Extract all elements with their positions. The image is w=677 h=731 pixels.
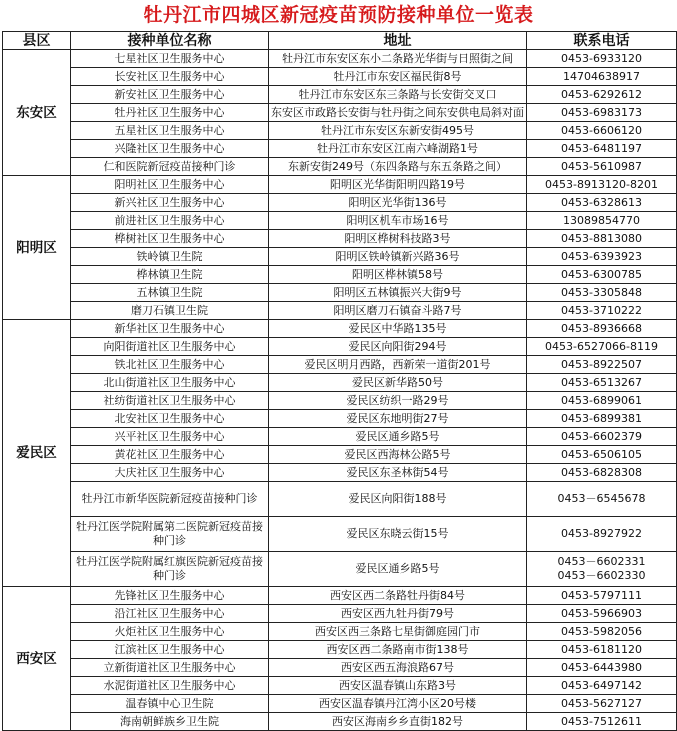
unit-name-cell: 火炬社区卫生服务中心 — [71, 623, 269, 641]
unit-name-cell: 兴隆社区卫生服务中心 — [71, 140, 269, 158]
address-cell: 爱民区西海林公路5号 — [269, 446, 527, 464]
phone-number: 0453-5982056 — [561, 624, 642, 638]
address-cell: 牡丹江市东安区江南六峰湖路1号 — [269, 140, 527, 158]
phone-cell — [527, 194, 677, 212]
unit-name-cell: 黄花社区卫生服务中心 — [71, 446, 269, 464]
address-cell: 牡丹江市东安区福民街8号 — [269, 68, 527, 86]
table-row — [3, 552, 677, 587]
phone-number: 0453-6933120 — [561, 51, 642, 65]
address-cell: 阳明区五林镇振兴大街9号 — [269, 284, 527, 302]
phone-cell — [527, 68, 677, 86]
address-cell: 爱民区东地明街27号 — [269, 410, 527, 428]
address-cell: 阳明区铁岭镇新兴路36号 — [269, 248, 527, 266]
phone-cell — [527, 122, 677, 140]
phone-number: 0453-6606120 — [561, 123, 642, 137]
table-row — [3, 140, 677, 158]
phone-cell — [527, 212, 677, 230]
phone-number: 0453-6481197 — [561, 141, 642, 155]
table-row — [3, 392, 677, 410]
address-cell: 爱民区东晓云街15号 — [269, 517, 527, 552]
address-cell: 西安区海南乡乡直街182号 — [269, 713, 527, 731]
phone-cell — [527, 374, 677, 392]
table-row — [3, 86, 677, 104]
phone-cell — [527, 659, 677, 677]
address-cell: 爱民区东圣林街54号 — [269, 464, 527, 482]
table-header-row — [3, 32, 677, 50]
phone-number: 0453－6602331 — [557, 555, 646, 568]
phone-number: 0453-6443980 — [561, 660, 642, 674]
unit-name-cell: 温春镇中心卫生院 — [71, 695, 269, 713]
address-cell: 爱民区明月西路，西新荣一道街201号 — [269, 356, 527, 374]
phone-cell — [527, 482, 677, 517]
phone-cell — [527, 623, 677, 641]
unit-name-cell: 牡丹江医学院附属第二医院新冠疫苗接种门诊 — [71, 517, 269, 552]
address-cell: 西安区西五海浪路67号 — [269, 659, 527, 677]
table-row — [3, 464, 677, 482]
unit-name-cell: 社纺街道社区卫生服务中心 — [71, 392, 269, 410]
phone-number: 0453-8922507 — [561, 357, 642, 371]
district-cell: 阳明区 — [3, 176, 71, 320]
unit-name-cell: 新华社区卫生服务中心 — [71, 320, 269, 338]
unit-name-cell: 五星社区卫生服务中心 — [71, 122, 269, 140]
phone-number: 0453-6393923 — [561, 249, 642, 263]
table-row — [3, 248, 677, 266]
table-row — [3, 284, 677, 302]
table-row — [3, 446, 677, 464]
unit-name-cell: 牡丹社区卫生服务中心 — [71, 104, 269, 122]
phone-cell — [527, 446, 677, 464]
phone-number: 0453-6899061 — [561, 393, 642, 407]
district-cell: 西安区 — [3, 587, 71, 731]
phone-cell — [527, 266, 677, 284]
unit-name-cell: 大庆社区卫生服务中心 — [71, 464, 269, 482]
phone-cell — [527, 695, 677, 713]
phone-number: 13089854770 — [563, 213, 640, 227]
address-cell: 爱民区新华路50号 — [269, 374, 527, 392]
phone-cell — [527, 677, 677, 695]
phone-cell — [527, 158, 677, 176]
header-district: 县区 — [3, 32, 71, 50]
phone-number: 0453-5610987 — [561, 159, 642, 173]
address-cell: 西安区西二条路南市街138号 — [269, 641, 527, 659]
address-cell: 阳明区光华街136号 — [269, 194, 527, 212]
address-cell: 阳明区磨刀石镇奋斗路7号 — [269, 302, 527, 320]
address-cell: 阳明区光华街阳明四路19号 — [269, 176, 527, 194]
table-row — [3, 338, 677, 356]
table-row — [3, 641, 677, 659]
phone-number: 0453-6506105 — [561, 447, 642, 461]
phone-cell — [527, 176, 677, 194]
unit-name-cell: 新兴社区卫生服务中心 — [71, 194, 269, 212]
phone-number: 0453-6983173 — [561, 105, 642, 119]
unit-name-cell: 水泥街道社区卫生服务中心 — [71, 677, 269, 695]
phone-cell — [527, 50, 677, 68]
address-cell: 阳明区机车市场16号 — [269, 212, 527, 230]
phone-cell — [527, 464, 677, 482]
address-cell: 西安区西二条路牡丹街84号 — [269, 587, 527, 605]
phone-cell — [527, 428, 677, 446]
unit-name-cell: 长安社区卫生服务中心 — [71, 68, 269, 86]
address-cell: 西安区西九牡丹街79号 — [269, 605, 527, 623]
address-cell: 爱民区向阳街294号 — [269, 338, 527, 356]
table-row — [3, 320, 677, 338]
phone-cell — [527, 104, 677, 122]
phone-cell — [527, 140, 677, 158]
phone-number: 0453-6602379 — [561, 429, 642, 443]
table-row — [3, 713, 677, 731]
unit-name-cell: 铁北社区卫生服务中心 — [71, 356, 269, 374]
unit-name-cell: 北安社区卫生服务中心 — [71, 410, 269, 428]
unit-name-cell: 立新街道社区卫生服务中心 — [71, 659, 269, 677]
phone-number: 0453-6181120 — [561, 642, 642, 656]
unit-name-cell: 新安社区卫生服务中心 — [71, 86, 269, 104]
phone-number: 0453-8927922 — [561, 527, 642, 540]
unit-name-cell: 铁岭镇卫生院 — [71, 248, 269, 266]
phone-cell — [527, 320, 677, 338]
phone-number: 0453－6602330 — [557, 569, 646, 582]
table-row — [3, 428, 677, 446]
phone-cell — [527, 86, 677, 104]
phone-number: 0453-6899381 — [561, 411, 642, 425]
table-row — [3, 623, 677, 641]
phone-cell — [527, 410, 677, 428]
unit-name-cell: 向阳街道社区卫生服务中心 — [71, 338, 269, 356]
phone-number: 0453-3305848 — [561, 285, 642, 299]
address-cell: 东安区市政路长安街与牡丹街之间东安供电局斜对面 — [269, 104, 527, 122]
table-row — [3, 176, 677, 194]
phone-cell — [527, 248, 677, 266]
vaccination-sites-table — [2, 31, 677, 731]
phone-cell — [527, 230, 677, 248]
header-address: 地址 — [269, 32, 527, 50]
table-row — [3, 659, 677, 677]
unit-name-cell: 桦树社区卫生服务中心 — [71, 230, 269, 248]
table-row — [3, 410, 677, 428]
phone-number: 0453-6497142 — [561, 678, 642, 692]
table-row — [3, 266, 677, 284]
address-cell: 西安区温春镇丹江湾小区20号楼 — [269, 695, 527, 713]
address-cell: 牡丹江市东安区东新安街495号 — [269, 122, 527, 140]
unit-name-cell: 阳明社区卫生服务中心 — [71, 176, 269, 194]
address-cell: 阳明区桦林镇58号 — [269, 266, 527, 284]
address-cell: 爱民区向阳街188号 — [269, 482, 527, 517]
phone-number: 0453-6828308 — [561, 465, 642, 479]
unit-name-cell: 牡丹江医学院附属红旗医院新冠疫苗接种门诊 — [71, 552, 269, 587]
phone-number: 0453-6292612 — [561, 87, 642, 101]
unit-name-cell: 北山街道社区卫生服务中心 — [71, 374, 269, 392]
document-title: 牡丹江市四城区新冠疫苗预防接种单位一览表 — [143, 4, 534, 26]
phone-cell — [527, 552, 677, 587]
unit-name-cell: 沿江社区卫生服务中心 — [71, 605, 269, 623]
phone-number: 0453-6527066-8119 — [545, 339, 658, 353]
address-cell: 牡丹江市东安区东小二条路光华街与日照街之间 — [269, 50, 527, 68]
table-row — [3, 194, 677, 212]
table-row — [3, 677, 677, 695]
table-row — [3, 122, 677, 140]
phone-cell — [527, 517, 677, 552]
table-row — [3, 605, 677, 623]
table-row — [3, 374, 677, 392]
phone-number: 0453-5797111 — [561, 588, 642, 602]
unit-name-cell: 前进社区卫生服务中心 — [71, 212, 269, 230]
phone-cell — [527, 713, 677, 731]
unit-name-cell: 先锋社区卫生服务中心 — [71, 587, 269, 605]
table-row — [3, 212, 677, 230]
address-cell: 阳明区桦树科技路3号 — [269, 230, 527, 248]
phone-number: 0453-6513267 — [561, 375, 642, 389]
phone-number: 0453-3710222 — [561, 303, 642, 317]
address-cell: 爱民区中华路135号 — [269, 320, 527, 338]
table-row — [3, 158, 677, 176]
table-row — [3, 50, 677, 68]
unit-name-cell: 兴平社区卫生服务中心 — [71, 428, 269, 446]
phone-cell — [527, 641, 677, 659]
table-row — [3, 517, 677, 552]
phone-number: 0453－6545678 — [557, 492, 646, 505]
phone-number: 0453-7512611 — [561, 714, 642, 728]
phone-cell — [527, 605, 677, 623]
unit-name-cell: 江滨社区卫生服务中心 — [71, 641, 269, 659]
unit-name-cell: 牡丹江市新华医院新冠疫苗接种门诊 — [71, 482, 269, 517]
phone-number: 0453-8913120-8201 — [545, 177, 658, 191]
table-row — [3, 482, 677, 517]
unit-name-cell: 磨刀石镇卫生院 — [71, 302, 269, 320]
address-cell: 东新安街249号（东四条路与东五条路之间） — [269, 158, 527, 176]
phone-number: 0453-5627127 — [561, 696, 642, 710]
table-row — [3, 587, 677, 605]
district-cell: 爱民区 — [3, 320, 71, 587]
table-row — [3, 356, 677, 374]
phone-cell — [527, 302, 677, 320]
table-row — [3, 104, 677, 122]
phone-number: 0453-5966903 — [561, 606, 642, 620]
address-cell: 西安区温春镇山东路3号 — [269, 677, 527, 695]
header-phone: 联系电话 — [527, 32, 677, 50]
phone-number: 0453-6300785 — [561, 267, 642, 281]
phone-cell — [527, 392, 677, 410]
address-cell: 爱民区通乡路5号 — [269, 552, 527, 587]
unit-name-cell: 五林镇卫生院 — [71, 284, 269, 302]
address-cell: 西安区西三条路七星街御庭园门市 — [269, 623, 527, 641]
unit-name-cell: 仁和医院新冠疫苗接种门诊 — [71, 158, 269, 176]
header-unit-name: 接种单位名称 — [71, 32, 269, 50]
district-cell: 东安区 — [3, 50, 71, 176]
table-row — [3, 695, 677, 713]
phone-number: 0453-8936668 — [561, 321, 642, 335]
table-row — [3, 68, 677, 86]
table-row — [3, 302, 677, 320]
phone-cell — [527, 356, 677, 374]
unit-name-cell: 七星社区卫生服务中心 — [71, 50, 269, 68]
unit-name-cell: 桦林镇卫生院 — [71, 266, 269, 284]
phone-cell — [527, 587, 677, 605]
phone-number: 0453-6328613 — [561, 195, 642, 209]
phone-number: 0453-8813080 — [561, 231, 642, 245]
address-cell: 牡丹江市东安区东三条路与长安街交叉口 — [269, 86, 527, 104]
address-cell: 爱民区通乡路5号 — [269, 428, 527, 446]
phone-cell — [527, 338, 677, 356]
table-body — [3, 50, 677, 731]
phone-number: 14704638917 — [563, 69, 640, 83]
phone-cell — [527, 284, 677, 302]
address-cell: 爱民区纺织一路29号 — [269, 392, 527, 410]
unit-name-cell: 海南朝鲜族乡卫生院 — [71, 713, 269, 731]
table-row — [3, 230, 677, 248]
